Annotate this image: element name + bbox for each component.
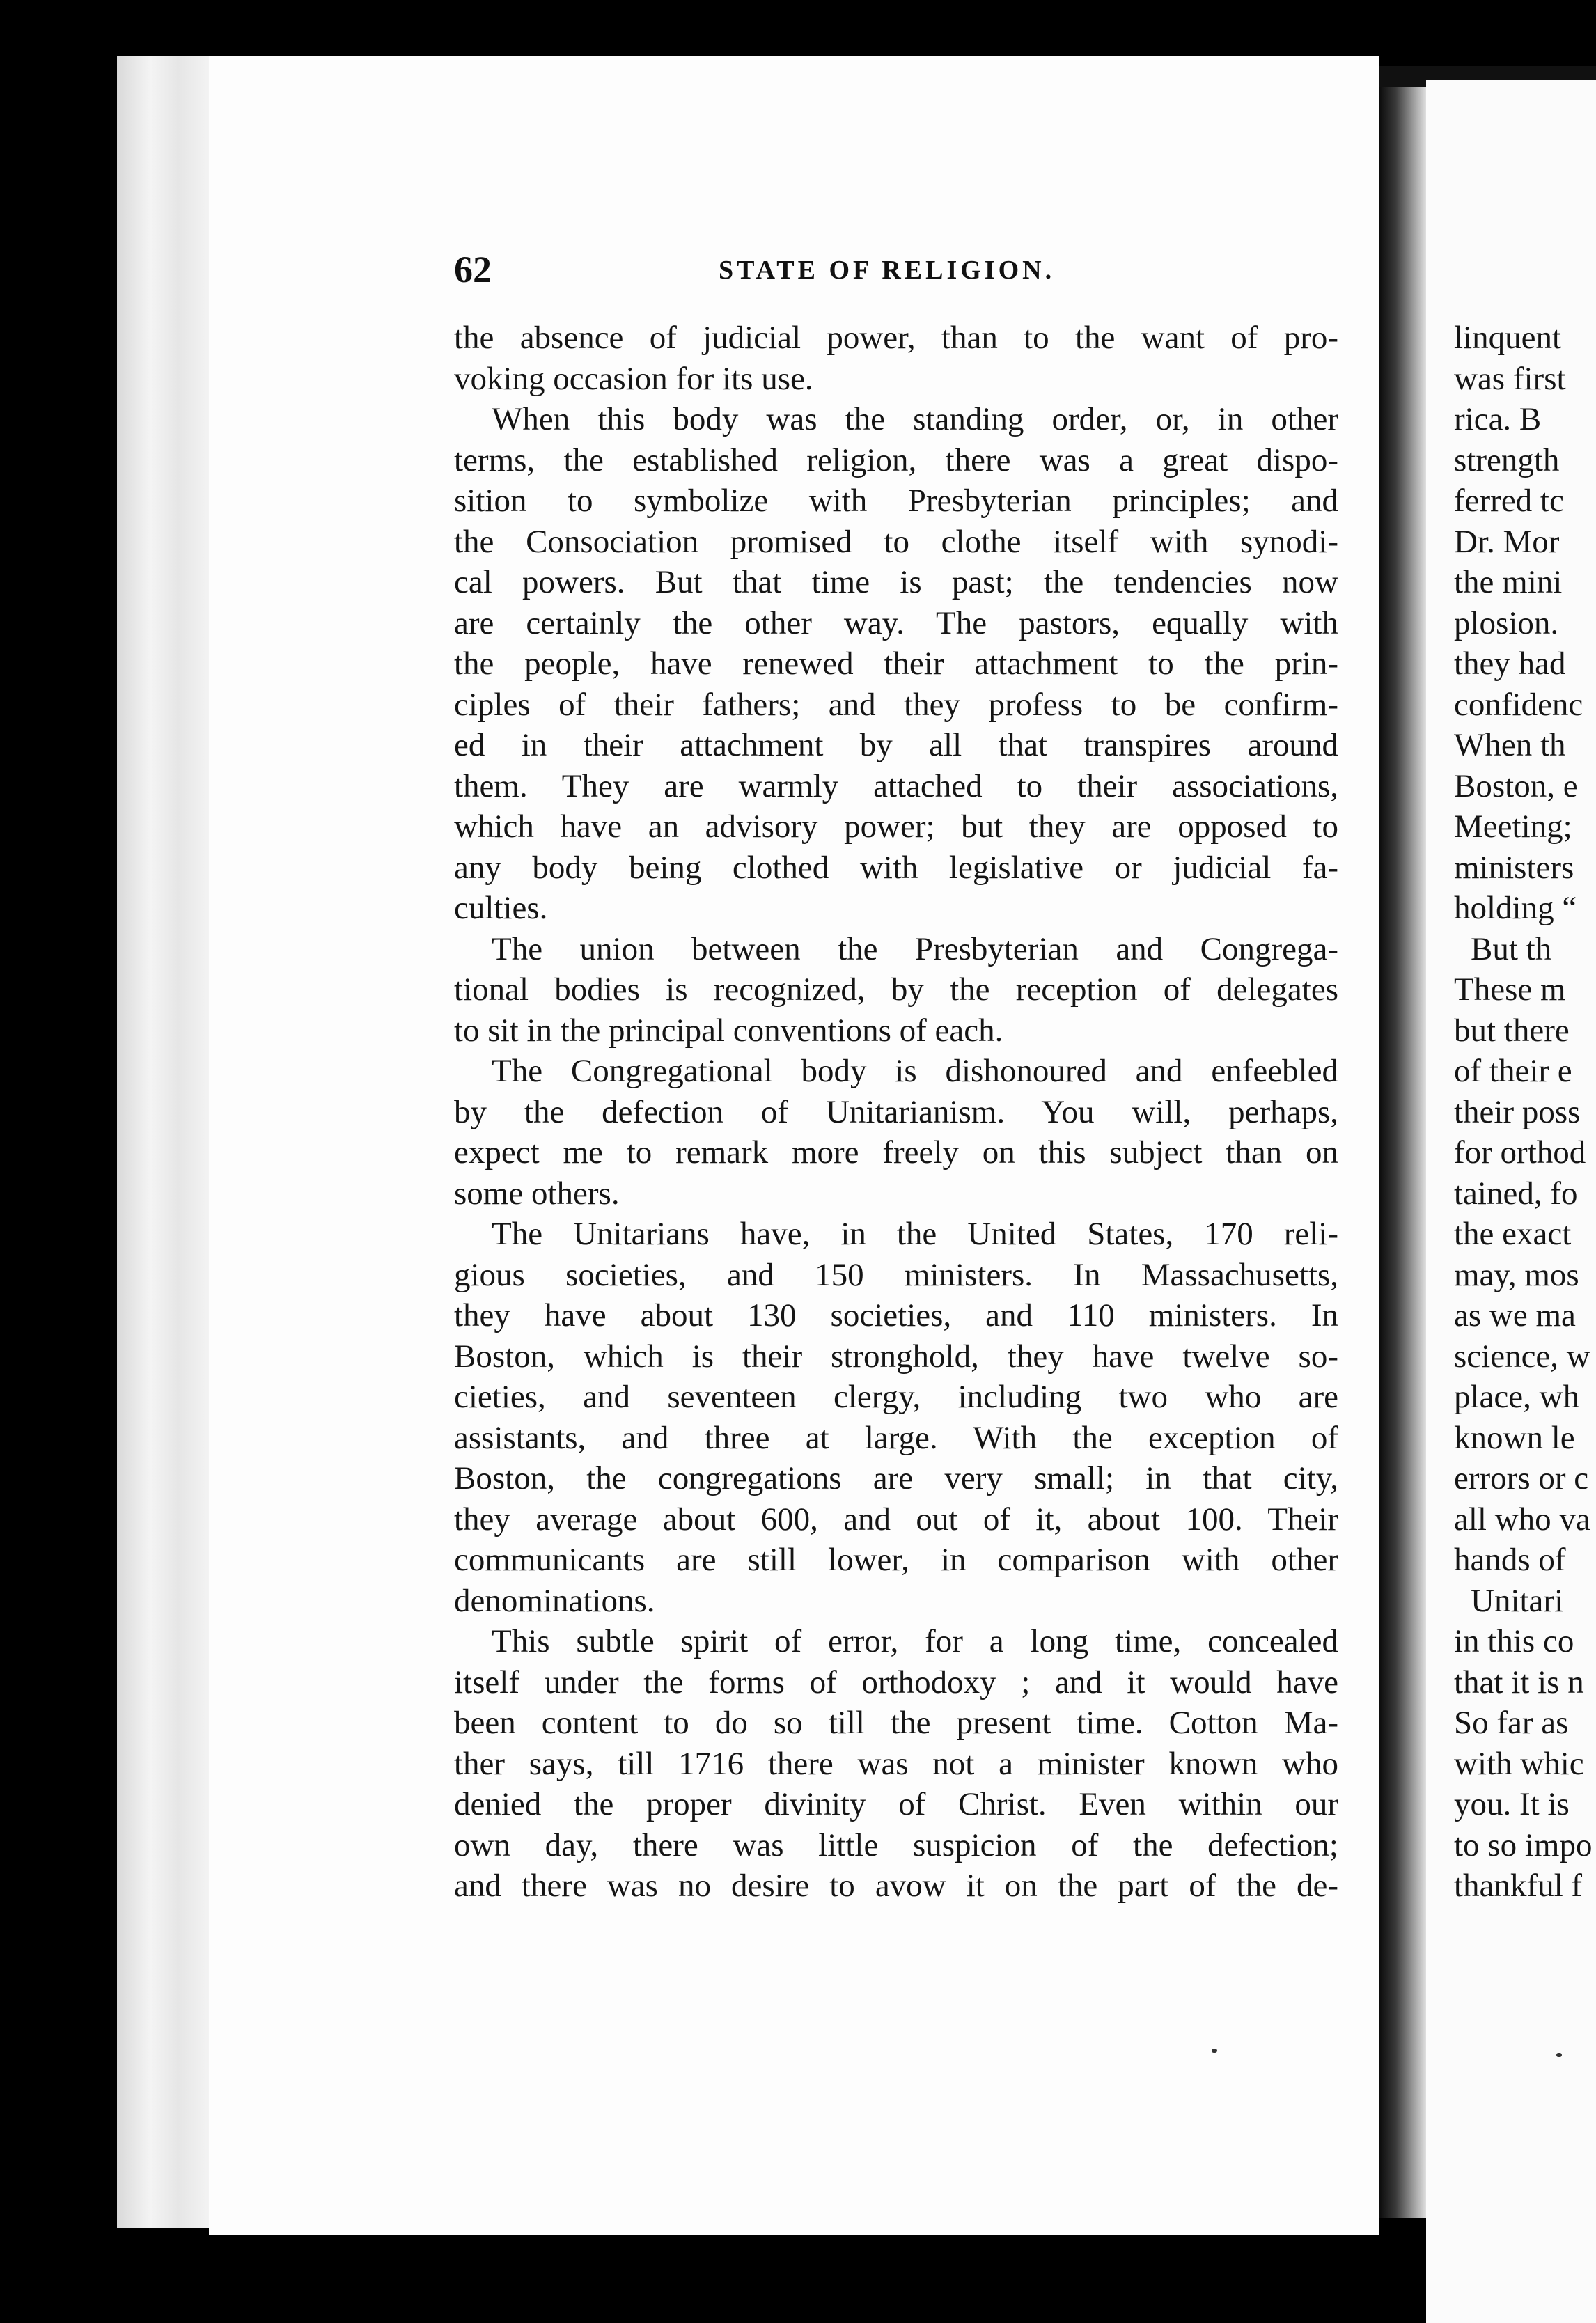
text-line: to sit in the principal conventions of each. — [454, 1012, 1003, 1049]
text-line: voking occasion for its use. — [454, 360, 813, 397]
right-page-line: Unitari — [1471, 1582, 1564, 1619]
right-page-line: place, wh — [1454, 1379, 1580, 1415]
body-text — [454, 318, 1338, 1907]
right-page-line: known le — [1454, 1419, 1575, 1456]
text-line: by the defection of Unitarianism. You will, perhaps, — [454, 1093, 1338, 1130]
text-line: assistants, and three at large. With the exception of — [454, 1419, 1338, 1456]
right-page-line: These m — [1454, 971, 1566, 1008]
right-page-line: was first — [1454, 360, 1566, 397]
right-page-line: as we ma — [1454, 1297, 1576, 1333]
text-line: ciples of their fathers; and they profess to be confirm- — [454, 686, 1338, 723]
right-page-line: with whic — [1454, 1745, 1584, 1782]
right-page-line: of their e — [1454, 1053, 1572, 1089]
right-page-line: all who va — [1454, 1501, 1590, 1538]
right-page-line: their poss — [1454, 1093, 1581, 1130]
text-line: Boston, which is their stronghold, they have twelve so- — [454, 1338, 1338, 1375]
right-page-line: but there — [1454, 1012, 1570, 1049]
text-line: tional bodies is recognized, by the reception of delegates — [454, 971, 1338, 1008]
right-page-line: to so impo — [1454, 1827, 1593, 1863]
right-page-line: thankful f — [1454, 1868, 1583, 1904]
text-line: been content to do so till the present time. Cotton Ma- — [454, 1705, 1338, 1741]
right-page-line: strength — [1454, 441, 1560, 478]
text-line: communicants are still lower, in comparison with other — [454, 1542, 1338, 1578]
right-page-line: hands of — [1454, 1542, 1566, 1578]
text-line: cieties, and seventeen clergy, including two who are — [454, 1379, 1338, 1415]
text-line: they have about 130 societies, and 110 ministers. In — [454, 1297, 1338, 1333]
text-line: ed in their attachment by all that transpires around — [454, 727, 1338, 763]
right-page-line: holding “ — [1454, 890, 1577, 926]
ink-speck — [1556, 2053, 1562, 2057]
ink-speck — [1212, 2049, 1217, 2053]
right-page-line: the mini — [1454, 564, 1563, 600]
right-page-line: may, mos — [1454, 1256, 1579, 1293]
text-line: ther says, till 1716 there was not a minister known who — [454, 1745, 1338, 1782]
right-page-line: confidenc — [1454, 686, 1583, 723]
right-page-line: the exact — [1454, 1216, 1572, 1252]
right-page-line: But th — [1471, 930, 1552, 967]
text-line: Boston, the congregations are very small; in that city, — [454, 1460, 1338, 1496]
right-page-line: errors or c — [1454, 1460, 1589, 1496]
right-page-line: So far as — [1454, 1705, 1569, 1741]
text-line: the people, have renewed their attachment to the prin- — [454, 646, 1338, 682]
text-line: own day, there was little suspicion of the defection; — [454, 1827, 1338, 1863]
text-line: which have an advisory power; but they are opposed to — [454, 808, 1338, 845]
text-line: culties. — [454, 890, 548, 926]
right-page-line: science, w — [1454, 1338, 1590, 1375]
right-page-line: they had — [1454, 646, 1566, 682]
text-line: The Unitarians have, in the United States, 170 reli- — [492, 1216, 1338, 1252]
text-line: denominations. — [454, 1582, 655, 1619]
right-page-line: that it is n — [1454, 1664, 1584, 1700]
page-number: 62 — [454, 249, 492, 290]
text-line: they average about 600, and out of it, about 100. Their — [454, 1501, 1338, 1538]
text-line: some others. — [454, 1175, 620, 1212]
page-title: STATE OF RELIGION. — [719, 256, 1056, 285]
text-line: any body being clothed with legislative or judicial fa- — [454, 849, 1338, 886]
right-page-line: Meeting; — [1454, 808, 1572, 845]
text-line: gious societies, and 150 ministers. In Massachusetts, — [454, 1256, 1338, 1293]
text-line: denied the proper divinity of Christ. Even within our — [454, 1786, 1338, 1822]
right-page-line: Boston, e — [1454, 767, 1578, 804]
text-line: expect me to remark more freely on this subject than on — [454, 1134, 1338, 1171]
right-page-text — [1454, 318, 1596, 1907]
running-head — [454, 248, 1338, 290]
text-line: sition to symbolize with Presbyterian principles; and — [454, 483, 1338, 519]
right-page-line: When th — [1454, 727, 1566, 763]
text-line: cal powers. But that time is past; the tendencies now — [454, 564, 1338, 600]
text-line: the absence of judicial power, than to the want of pro- — [454, 320, 1338, 356]
right-page-line: tained, fo — [1454, 1175, 1578, 1212]
text-line: them. They are warmly attached to their associations, — [454, 767, 1338, 804]
text-line: and there was no desire to avow it on the part of the de- — [454, 1868, 1338, 1904]
text-line: itself under the forms of orthodoxy ; and it would have — [454, 1664, 1338, 1700]
text-line: are certainly the other way. The pastors, equally with — [454, 604, 1338, 641]
right-page-line: rica. B — [1454, 401, 1542, 437]
text-line: terms, the established religion, there was a great dispo- — [454, 441, 1338, 478]
right-page-line: ferred tc — [1454, 483, 1564, 519]
text-line: The union between the Presbyterian and Congrega- — [492, 930, 1338, 967]
book-gutter — [1379, 87, 1427, 2218]
right-page-line: you. It is — [1454, 1786, 1570, 1822]
right-page-line: Dr. Mor — [1454, 523, 1560, 560]
text-line: When this body was the standing order, or, in other — [492, 401, 1338, 437]
text-line: the Consociation promised to clothe itself with synodi- — [454, 523, 1338, 560]
right-page-line: plosion. — [1454, 604, 1559, 641]
text-line: The Congregational body is dishonoured and enfeebled — [492, 1053, 1338, 1089]
right-page-line: in this co — [1454, 1623, 1574, 1659]
right-page-line: ministers — [1454, 849, 1574, 886]
text-line: This subtle spirit of error, for a long time, concealed — [492, 1623, 1338, 1659]
right-page-line: for orthod — [1454, 1134, 1586, 1171]
right-page-line: linquent — [1454, 320, 1562, 356]
